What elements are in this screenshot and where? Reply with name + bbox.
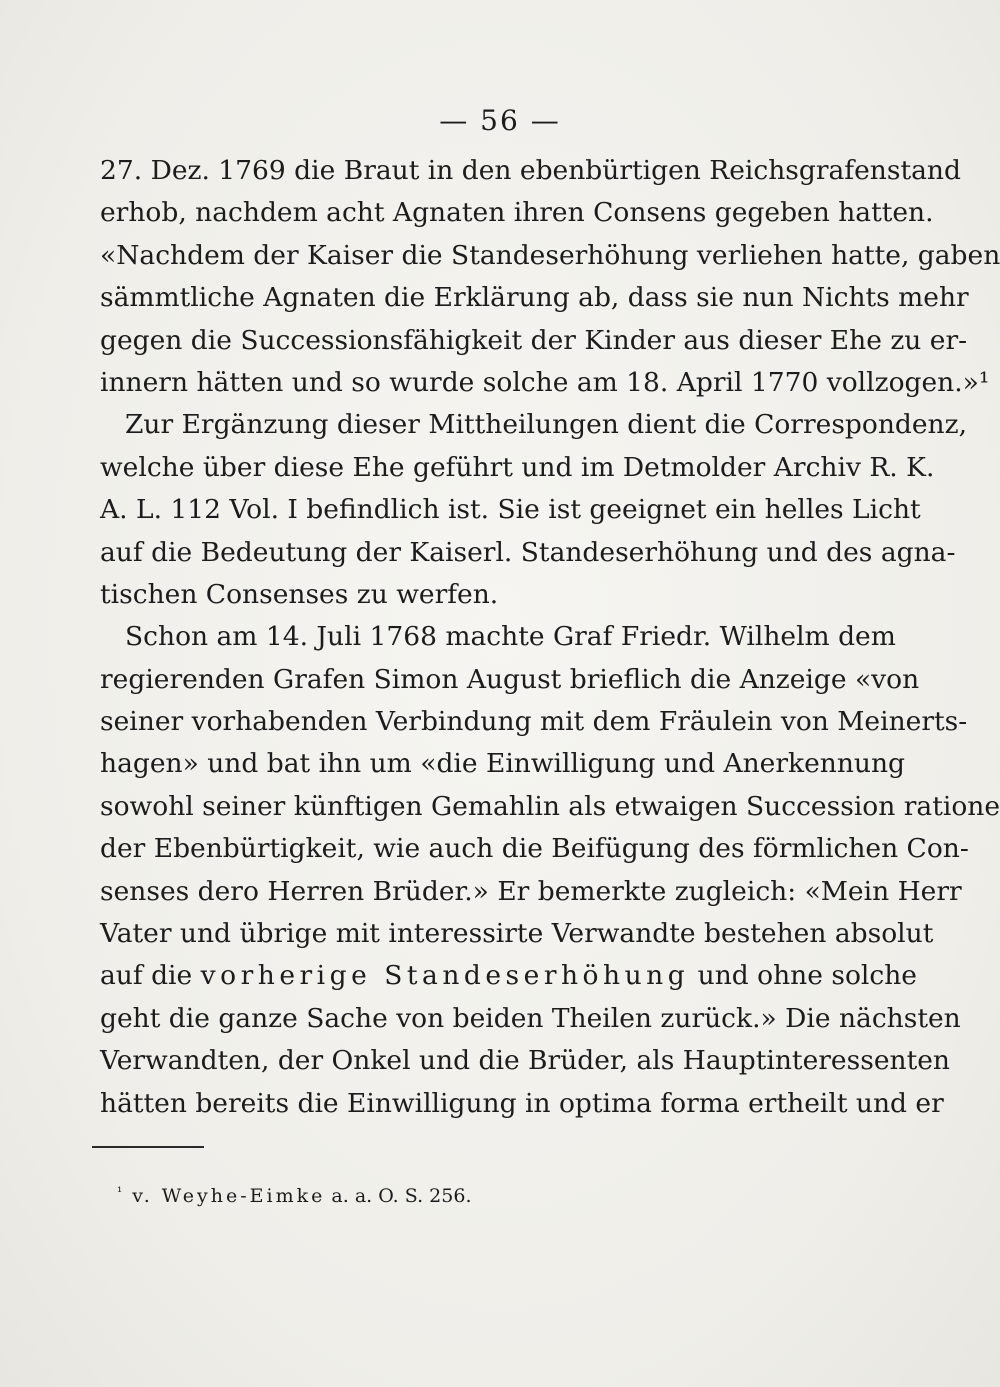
text-line: auf die Bedeutung der Kaiserl. Standeserhöhung und des agna-	[100, 536, 956, 568]
footnote	[117, 1185, 472, 1207]
body-text	[100, 150, 1000, 1125]
paragraph-start-line: Schon am 14. Juli 1768 machte Graf Friedr. Wilhelm dem	[125, 621, 896, 653]
text-line: «Nachdem der Kaiser die Standeserhöhung verliehen hatte, gaben	[100, 239, 1000, 271]
text-line: senses dero Herren Brüder.» Er bemerkte zugleich: «Mein Herr	[100, 875, 962, 907]
text-line: geht die ganze Sache von beiden Theilen zurück.» Die nächsten	[100, 1002, 961, 1034]
text-line: gegen die Successionsfähigkeit der Kinder aus dieser Ehe zu er-	[100, 324, 968, 356]
text-line: regierenden Grafen Simon August brieflich die Anzeige «von	[100, 663, 920, 695]
text-line: hätten bereits die Einwilligung in optima forma ertheilt und er	[100, 1087, 944, 1119]
footnote-divider	[92, 1146, 204, 1148]
footnote-marker: ¹	[117, 1185, 123, 1200]
text-line: A. L. 112 Vol. I befindlich ist. Sie ist geeignet ein helles Licht	[100, 494, 921, 526]
text-line: der Ebenbürtigkeit, wie auch die Beifügung des förmlichen Con-	[100, 833, 969, 865]
footnote-author: v. Weyhe-Eimke	[132, 1185, 326, 1207]
text-line-spaced-emphasis	[100, 955, 917, 997]
text-fragment: und ohne solche	[697, 960, 917, 992]
text-line: erhob, nachdem acht Agnaten ihren Consens gegeben hatten.	[100, 197, 934, 229]
text-line: hagen» und bat ihn um «die Einwilligung und Anerkennung	[100, 748, 905, 780]
page-number: — 56 —	[439, 104, 561, 137]
paragraph-end-line: tischen Consenses zu werfen.	[100, 578, 499, 610]
text-fragment: auf die	[100, 960, 193, 992]
text-line: welche über diese Ehe geführt und im Detmolder Archiv R. K.	[100, 451, 935, 483]
text-line: seiner vorhabenden Verbindung mit dem Fräulein von Meinerts-	[100, 706, 968, 738]
paragraph-start-line: Zur Ergänzung dieser Mittheilungen dient die Correspondenz,	[125, 409, 968, 441]
emphasized-text: vorherige Standeserhöhung	[200, 960, 690, 992]
text-line: Verwandten, der Onkel und die Brüder, als Hauptinteressenten	[100, 1045, 950, 1077]
text-line: sowohl seiner künftigen Gemahlin als etwaigen Succession ratione	[100, 790, 1000, 822]
footnote-reference: a. a. O. S. 256.	[331, 1185, 472, 1207]
text-line: innern hätten und so wurde solche am 18. April 1770 vollzogen.»¹	[100, 366, 990, 398]
text-line: 27. Dez. 1769 die Braut in den ebenbürtigen Reichsgrafenstand	[100, 155, 961, 186]
text-line: Vater und übrige mit interessirte Verwandte bestehen absolut	[100, 918, 934, 950]
text-line: sämmtliche Agnaten die Erklärung ab, dass sie nun Nichts mehr	[100, 282, 969, 314]
